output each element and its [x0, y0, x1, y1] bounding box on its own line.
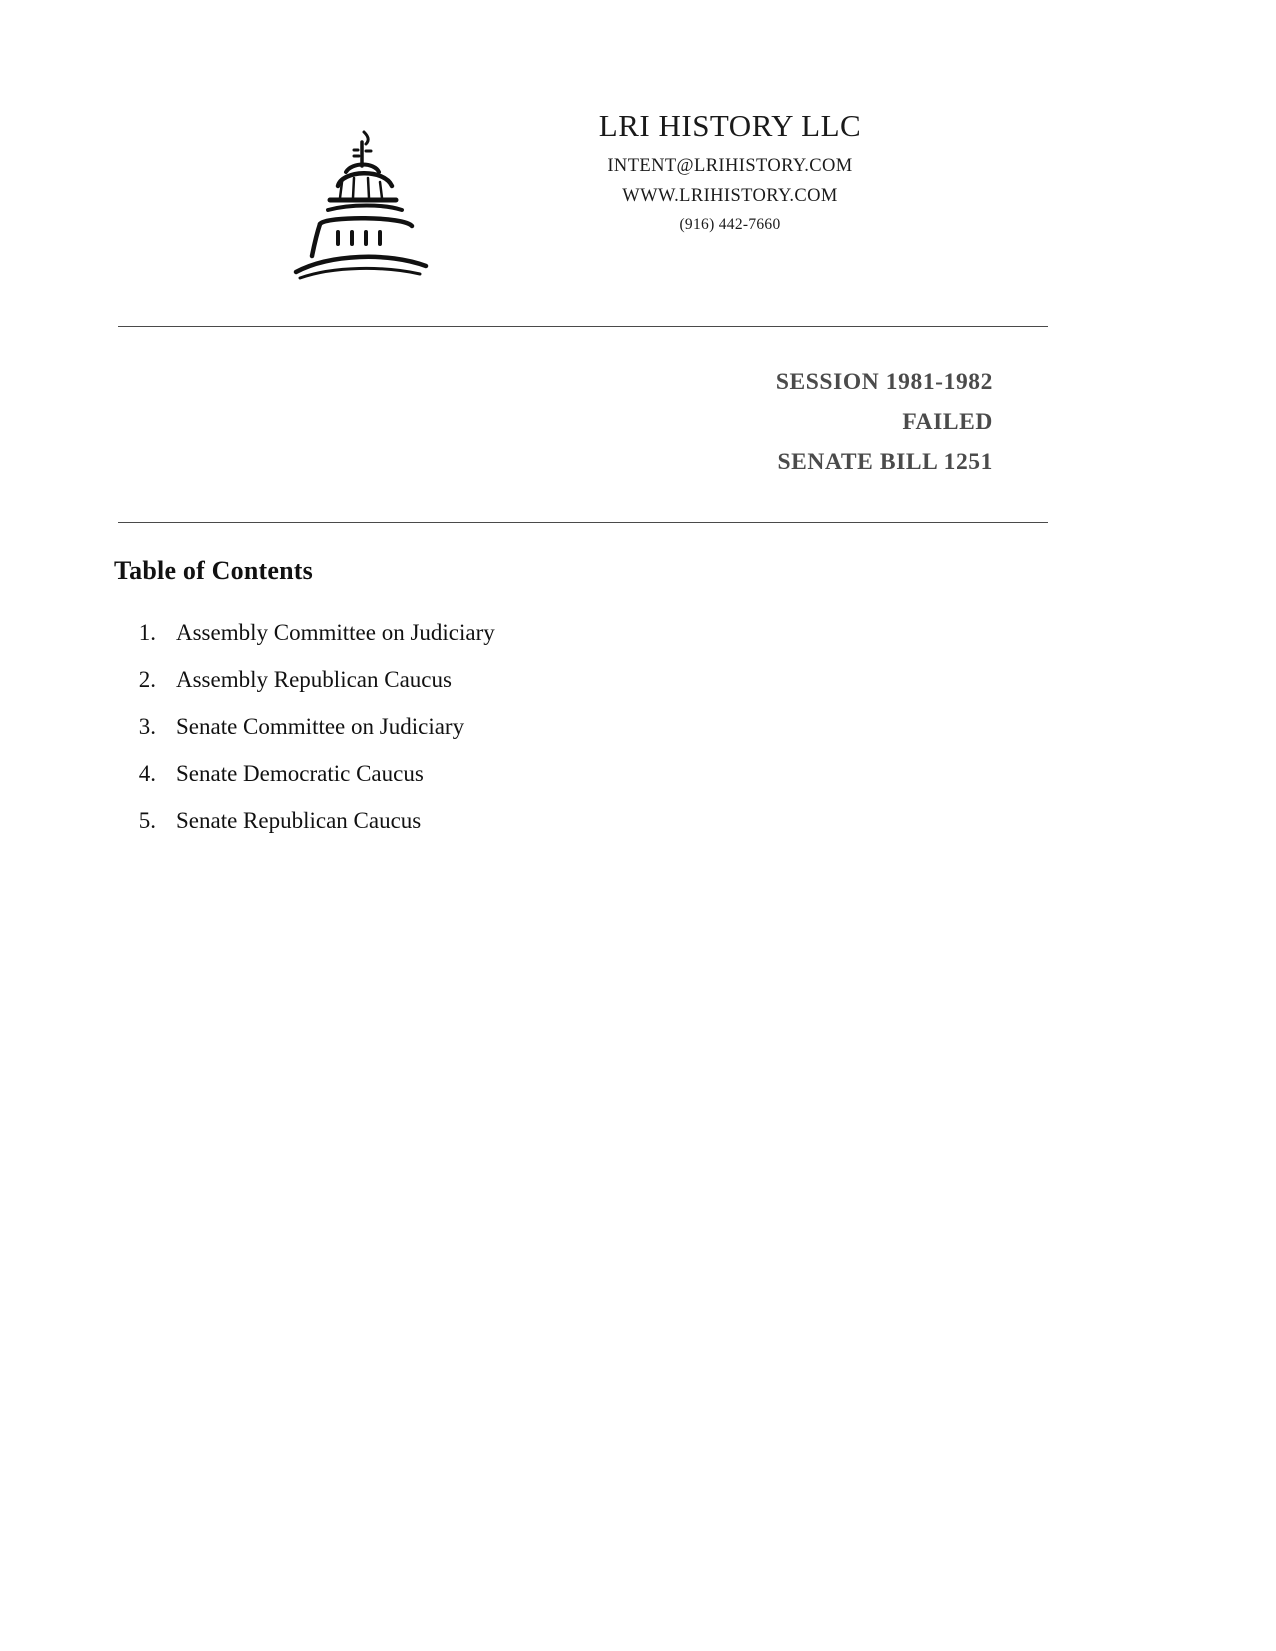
list-item-label: Senate Democratic Caucus — [176, 761, 424, 786]
table-of-contents-list — [118, 618, 918, 853]
capitol-dome-logo-icon — [280, 120, 460, 305]
session-line: SESSION 1981-1982 — [775, 369, 993, 395]
list-item-number: 5. — [138, 808, 156, 833]
list-item[interactable] — [118, 618, 918, 665]
bill-heading — [118, 362, 993, 482]
list-item[interactable] — [118, 759, 918, 806]
list-item-number: 4. — [138, 761, 156, 786]
list-item[interactable] — [118, 712, 918, 759]
status-line: FAILED — [902, 409, 993, 435]
list-item-number: 3. — [138, 714, 156, 739]
list-item-label: Assembly Republican Caucus — [176, 667, 452, 692]
list-item[interactable] — [118, 806, 918, 853]
page-title: Table of Contents — [114, 556, 313, 585]
list-item[interactable] — [118, 665, 918, 712]
letterhead — [0, 108, 1276, 305]
organization-email: INTENT@LRIHISTORY.COM — [607, 156, 853, 176]
list-item-number: 2. — [138, 667, 156, 692]
organization-name: LRI HISTORY LLC — [598, 108, 862, 143]
divider-top — [118, 326, 1048, 327]
list-item-number: 1. — [138, 620, 156, 645]
list-item-label: Assembly Committee on Judiciary — [176, 620, 495, 645]
bill-number-line: SENATE BILL 1251 — [777, 449, 993, 475]
divider-bottom — [118, 522, 1048, 523]
organization-phone: (916) 442-7660 — [679, 216, 781, 233]
organization-website: WWW.LRIHISTORY.COM — [622, 186, 838, 206]
organization-contact-block — [470, 108, 990, 234]
list-item-label: Senate Committee on Judiciary — [176, 714, 465, 739]
list-item-label: Senate Republican Caucus — [176, 808, 422, 833]
